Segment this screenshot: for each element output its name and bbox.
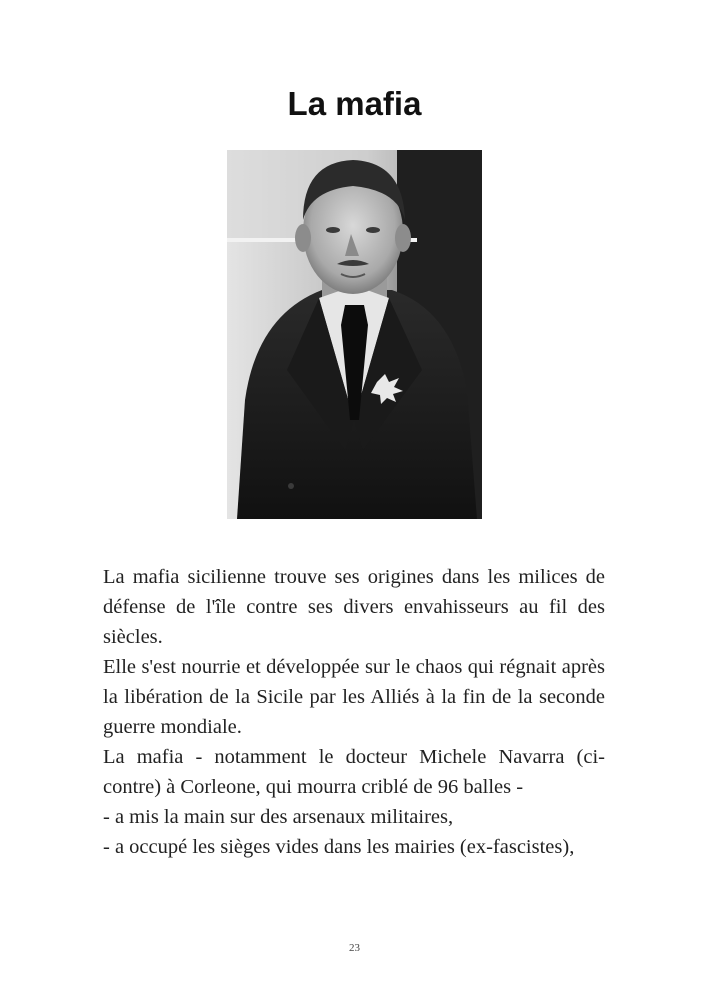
page-title: La mafia (287, 85, 422, 122)
paragraph-chaos: Elle s'est nourrie et développée sur le chaos qui régnait après la libération de la Sicile par les Alliés à la fin de la seconde guerre mondiale. (103, 656, 605, 738)
paragraph-navarra: La mafia - notamment le docteur Michele Navarra (ci-contre) à Corleone, qui mourra criblé de 96 balles - (103, 746, 605, 798)
paragraph-origins: La mafia sicilienne trouve ses origines dans les milices de défense de l'île contre ses divers envahisseurs au fil des siècles. (103, 566, 605, 648)
portrait-illustration (227, 150, 482, 519)
page-number: 23 (349, 942, 360, 954)
portrait-photo (227, 150, 482, 519)
list-item-mairies: - a occupé les sièges vides dans les mairies (ex-fascistes), (103, 836, 575, 858)
list-item-arsenaux: - a mis la main sur des arsenaux militaires, (103, 806, 454, 828)
body-text (103, 562, 605, 862)
